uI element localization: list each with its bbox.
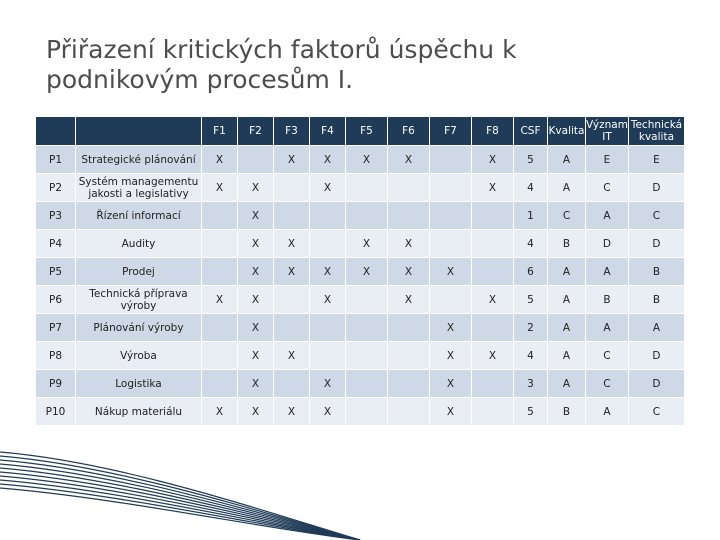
table-cell (346, 398, 388, 426)
table-cell: X (430, 342, 472, 370)
table-cell: D (628, 174, 684, 202)
table-cell (202, 202, 238, 230)
table-cell (202, 230, 238, 258)
table-cell: 4 (514, 342, 548, 370)
table-cell: C (628, 398, 684, 426)
table-cell: D (628, 342, 684, 370)
table-cell: X (202, 286, 238, 314)
table-cell (202, 314, 238, 342)
table-cell (388, 398, 430, 426)
table-cell: X (430, 370, 472, 398)
table-cell: A (548, 286, 586, 314)
table-cell: X (310, 370, 346, 398)
table-cell: E (628, 146, 684, 174)
table-cell (346, 286, 388, 314)
table-row (36, 202, 685, 230)
process-name-cell: Řízení informací (76, 202, 202, 230)
table-cell (310, 202, 346, 230)
header-cell: F1 (202, 117, 238, 146)
header-cell: Význam IT (586, 117, 629, 146)
header-cell: F5 (346, 117, 388, 146)
process-id-cell: P9 (36, 370, 76, 398)
table-cell: D (628, 230, 684, 258)
header-cell: Kvalita (548, 117, 586, 146)
table-cell (346, 202, 388, 230)
table-cell: X (238, 342, 274, 370)
header-cell: F2 (238, 117, 274, 146)
table-cell: B (548, 398, 586, 426)
table-cell: X (472, 174, 514, 202)
table-cell (430, 174, 472, 202)
table-cell (346, 314, 388, 342)
table-cell: A (548, 370, 586, 398)
footer-wave-decoration (0, 450, 720, 540)
table-cell (430, 146, 472, 174)
table-cell: X (346, 230, 388, 258)
table-cell: X (430, 314, 472, 342)
table-cell (274, 202, 310, 230)
table-cell: C (548, 202, 586, 230)
process-id-cell: P4 (36, 230, 76, 258)
table-cell (310, 230, 346, 258)
table-cell: A (548, 174, 586, 202)
table-cell: X (202, 146, 238, 174)
table-cell (388, 314, 430, 342)
table-cell (346, 370, 388, 398)
table-cell (430, 286, 472, 314)
table-cell: X (274, 342, 310, 370)
process-id-cell: P7 (36, 314, 76, 342)
table-cell: X (274, 398, 310, 426)
table-cell: A (628, 314, 684, 342)
table-cell: X (346, 258, 388, 286)
csf-process-table (35, 116, 685, 426)
table-cell: A (548, 314, 586, 342)
table-cell: C (586, 342, 629, 370)
table-cell: X (238, 174, 274, 202)
table-cell (274, 370, 310, 398)
table-cell (388, 370, 430, 398)
table-row (36, 146, 685, 174)
table-cell: A (548, 146, 586, 174)
process-name-cell: Výroba (76, 342, 202, 370)
table-cell (472, 398, 514, 426)
table-cell: X (310, 258, 346, 286)
table-cell: 6 (514, 258, 548, 286)
header-cell: F7 (430, 117, 472, 146)
table-cell: X (238, 286, 274, 314)
table-cell (238, 146, 274, 174)
table-row (36, 342, 685, 370)
process-id-cell: P6 (36, 286, 76, 314)
table-cell: A (586, 314, 629, 342)
header-cell: F6 (388, 117, 430, 146)
table-cell (388, 202, 430, 230)
process-id-cell: P1 (36, 146, 76, 174)
table-cell: X (202, 174, 238, 202)
process-id-cell: P5 (36, 258, 76, 286)
process-name-cell: Logistika (76, 370, 202, 398)
table-cell: 5 (514, 286, 548, 314)
table-cell (310, 314, 346, 342)
table-cell: X (238, 370, 274, 398)
table-cell: X (430, 398, 472, 426)
header-cell: F3 (274, 117, 310, 146)
table-row (36, 286, 685, 314)
table-cell: D (628, 370, 684, 398)
table-cell: X (274, 258, 310, 286)
header-cell (36, 117, 76, 146)
table-cell (472, 230, 514, 258)
table-row (36, 314, 685, 342)
table-cell (202, 342, 238, 370)
table-cell (472, 314, 514, 342)
table-cell: B (628, 258, 684, 286)
table-cell: A (586, 202, 629, 230)
table-cell: C (586, 370, 629, 398)
table-cell: X (310, 146, 346, 174)
table-row (36, 398, 685, 426)
table-header-row (36, 117, 685, 146)
table-cell: 4 (514, 230, 548, 258)
table-cell: X (238, 398, 274, 426)
table-cell: 4 (514, 174, 548, 202)
table-cell: X (388, 258, 430, 286)
header-cell: Technická kvalita (628, 117, 684, 146)
process-id-cell: P3 (36, 202, 76, 230)
table-cell (430, 230, 472, 258)
table-cell: X (238, 230, 274, 258)
table-cell: X (274, 146, 310, 174)
process-id-cell: P10 (36, 398, 76, 426)
table-cell (472, 370, 514, 398)
table-cell: A (586, 258, 629, 286)
table-cell: 3 (514, 370, 548, 398)
process-name-cell: Nákup materiálu (76, 398, 202, 426)
table-cell: X (472, 146, 514, 174)
table-cell (388, 342, 430, 370)
table-cell: C (628, 202, 684, 230)
table-cell: A (548, 258, 586, 286)
table-cell: X (274, 230, 310, 258)
table-cell: E (586, 146, 629, 174)
table-cell: X (238, 202, 274, 230)
table-cell: X (238, 258, 274, 286)
table-cell (346, 174, 388, 202)
decoration-line (0, 488, 360, 540)
table-cell (274, 314, 310, 342)
table-cell: X (388, 286, 430, 314)
table-cell: 5 (514, 398, 548, 426)
table-cell: A (586, 398, 629, 426)
process-name-cell: Strategické plánování (76, 146, 202, 174)
header-cell (76, 117, 202, 146)
table-cell: D (586, 230, 629, 258)
process-name-cell: Systém managementu jakosti a legislativy (76, 174, 202, 202)
table-cell: X (388, 230, 430, 258)
table-cell: X (238, 314, 274, 342)
table-row (36, 174, 685, 202)
slide-title (46, 35, 686, 95)
title-line-2: podnikovým procesům I. (46, 65, 354, 94)
table-cell: B (548, 230, 586, 258)
table-cell (388, 174, 430, 202)
title-line-1: Přiřazení kritických faktorů úspěchu k (46, 35, 517, 64)
table-cell: 1 (514, 202, 548, 230)
process-name-cell: Audity (76, 230, 202, 258)
table-row (36, 370, 685, 398)
table-cell: 2 (514, 314, 548, 342)
header-cell: CSF (514, 117, 548, 146)
table-cell: B (628, 286, 684, 314)
table-cell: B (586, 286, 629, 314)
table-cell: X (472, 286, 514, 314)
table-row (36, 258, 685, 286)
table-cell: X (388, 146, 430, 174)
table-cell: X (430, 258, 472, 286)
process-name-cell: Prodej (76, 258, 202, 286)
table-cell (274, 174, 310, 202)
header-cell: F8 (472, 117, 514, 146)
table-cell (472, 258, 514, 286)
table-cell: X (202, 398, 238, 426)
table-cell: X (346, 146, 388, 174)
table-cell (274, 286, 310, 314)
table-cell (472, 202, 514, 230)
process-name-cell: Plánování výroby (76, 314, 202, 342)
table-cell: C (586, 174, 629, 202)
table-cell (346, 342, 388, 370)
table-row (36, 230, 685, 258)
table-cell: A (548, 342, 586, 370)
table-cell: 5 (514, 146, 548, 174)
table-cell: X (310, 398, 346, 426)
table-cell (202, 258, 238, 286)
table-cell: X (310, 174, 346, 202)
table-cell (202, 370, 238, 398)
table-cell: X (310, 286, 346, 314)
header-cell: F4 (310, 117, 346, 146)
process-id-cell: P8 (36, 342, 76, 370)
table-cell (430, 202, 472, 230)
table-cell: X (472, 342, 514, 370)
process-name-cell: Technická příprava výroby (76, 286, 202, 314)
table-cell (310, 342, 346, 370)
process-id-cell: P2 (36, 174, 76, 202)
